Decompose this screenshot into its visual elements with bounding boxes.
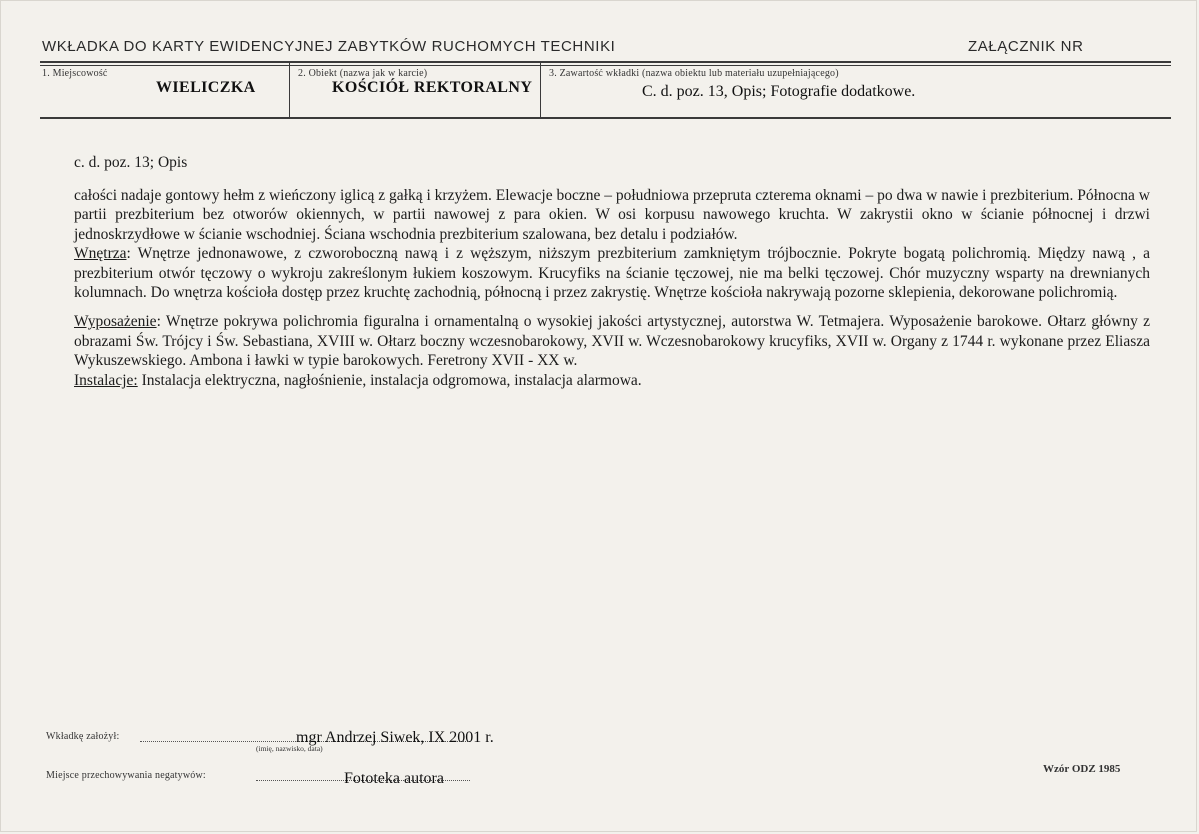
header-bottom-rule [40, 117, 1171, 119]
place-value: WIELICZKA [156, 79, 256, 96]
exterior-paragraph: całości nadaje gontowy hełm z wieńczony iglicą z gałką i krzyżem. Elewacje boczne – południowa przepruta czterema oknami – po dwa w nawie i prezbiterium. Północna w partii prezbiterium bez otworów okiennych, w partii nawowej z para okien. W osi korpusu nawowego kruchta. W zakrystii okno w ścianie północnej i drzwi jednoskrzydłowe w ścianie wschodniej. Ściana wschodnia prezbiterium szalowana, bez detalu i podziałów. [74, 187, 1150, 243]
content-label: 3. Zawartość wkładki (nazwa obiektu lub materiału uzupełniającego) [549, 68, 839, 79]
interior-text: : Wnętrze jednonawowe, z czworoboczną nawą i z węższym, niższym prezbiterium zamkniętym trójbocznie. Pokryte bogatą polichromią. Między nawą , a prezbiterium otwór tęczowy o wykroju zakreślonym łukiem koszowym. Krucyfiks na ścianie tęczowej, nie ma belki tęczowej. Chór muzyczny wsparty na drewnianych kolumnach. Do wnętrza kościoła dostęp przez kruchtę zachodnią, północną i przez zakrystię. Wnętrze kościoła nakrywają pozorne sklepienia, dekorowane polichromią. [74, 245, 1150, 302]
interior-label: Wnętrza [74, 245, 127, 263]
inserted-by-hint: (imię, nazwisko, data) [256, 744, 323, 753]
inserted-by-value: mgr Andrzej Siwek, IX 2001 r. [296, 729, 494, 746]
column-divider-2 [540, 63, 541, 118]
negatives-label: Miejsce przechowywania negatywów: [46, 770, 206, 781]
column-divider-1 [289, 63, 290, 118]
furnishing-label: Wyposażenie [74, 313, 157, 331]
installations-label: Instalacje: [74, 371, 138, 389]
furnishing-paragraph [74, 312, 1150, 370]
interior-paragraph [74, 244, 1150, 302]
installations-text: Instalacja elektryczna, nagłośnienie, instalacja odgromowa, instalacja alarmowa. [137, 371, 642, 389]
object-value: KOŚCIÓŁ REKTORALNY [332, 79, 533, 96]
furnishing-text: : Wnętrze pokrywa polichromia figuralna i ornamentalną o wysokiej jakości artystycznej, autorstwa W. Tetmajera. Wyposażenie barokowe. Ołtarz główny z obrazami Św. Trójcy i Św. Sebastiana, XVIII w. Ołtarz boczny wczesnobarokowy, XVII w. Wczesnobarokowy krucyfiks, XVII w. Organy z 1744 r. wykonane przez Eliasza Wykuszewskiego. Ambona i ławki w typie barokowych. Feretrony XVII - XX w. [74, 313, 1150, 370]
place-label: 1. Miejscowość [42, 68, 108, 79]
inserted-by-label: Wkładkę założył: [46, 731, 120, 742]
form-code: Wzór ODZ 1985 [1043, 763, 1121, 775]
header-top-rule [40, 61, 1171, 63]
description-body [74, 186, 1150, 390]
header-top-rule-thin [40, 65, 1171, 66]
installations-paragraph [74, 371, 1150, 390]
object-label: 2. Obiekt (nazwa jak w karcie) [298, 68, 428, 79]
content-value: C. d. poz. 13, Opis; Fotografie dodatkowe. [642, 83, 916, 100]
negatives-value: Fototeka autora [344, 770, 444, 787]
annex-label: ZAŁĄCZNIK NR [968, 38, 1084, 55]
section-heading: c. d. poz. 13; Opis [74, 154, 188, 171]
form-title: WKŁADKA DO KARTY EWIDENCYJNEJ ZABYTKÓW RUCHOMYCH TECHNIKI [42, 38, 616, 55]
